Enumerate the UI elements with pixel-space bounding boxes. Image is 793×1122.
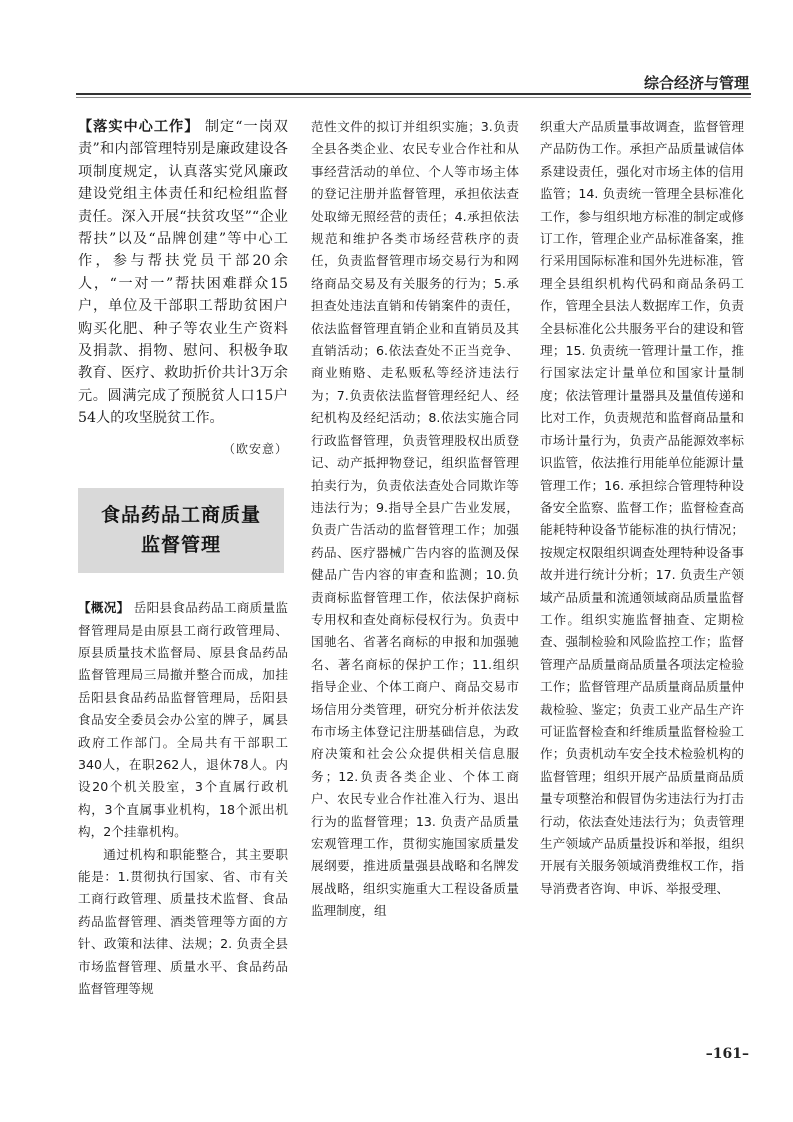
section-title-line-2: 监督管理 (140, 534, 221, 557)
page-number: –161– (705, 1046, 749, 1062)
paragraph-central-work (78, 116, 288, 430)
paragraph-overview (78, 597, 288, 843)
paragraph-text: 制定“一岗双责”和内部管理特别是廉政建设各项制度规定，认真落实党风廉政建设党组主体责任和纪检组监督责任。深入开展“扶贫攻坚”“企业帮扶”以及“品牌创建”等中心工作，参与帮扶党员干部20余人，“一对一”帮扶困难群众15户，单位及干部职工帮助贫困户购买化肥、种子等农业生产资料及捐款、捐物、慰问、积极争取教育、医疗、救助折价共计3万余元。圆满完成了预脱贫人口15户54人的攻坚脱贫工作。 (78, 119, 288, 427)
column-3 (540, 116, 744, 900)
paragraph-text: 岳阳县食品药品工商质量监督管理局是由原县工商行政管理局、原县质量技术监督局、原县食品药品监督管理局三局撤并整合而成，加挂岳阳县食品药品监督管理局，岳阳县食品安全委员会办公室的牌子，属县政府工作部门。全局共有干部职工340人，在职262人，退休78人。内设20个机关股室，3个直属行政机构，3个直属事业机构，18个派出机构，2个挂靠机构。 (78, 600, 289, 840)
section-title-line-1: 食品药品工商质量 (100, 504, 261, 527)
column-2 (311, 116, 519, 923)
paragraph-lead: 【概况】 (78, 600, 130, 616)
header-rule (76, 93, 751, 95)
running-header-title: 综合经济与管理 (643, 74, 749, 92)
section-heading-box (78, 488, 284, 573)
author-credit: （欧安意） (222, 441, 288, 456)
paragraph-functions-continued: 范性文件的拟订并组织实施；3.负责全县各类企业、农民专业合作社和从事经营活动的单位、个人等市场主体的登记注册并监督管理，承担依法查处取缔无照经营的责任；4.承担依法规范和维护各类市场经营秩序的责任，负责监督管理市场交易行为和网络商品交易及有关服务的行为；5.承担查处违法直销和传销案件的责任，依法监督管理直销企业和直销员及其直销活动；6.依法查处不正当竞争、商业贿赂、走私贩私等经济违法行为；7.负责依法监督管理经纪人、经纪机构及经纪活动；8.依法实施合同行政监督管理，负责管理股权出质登记、动产抵押物登记，组织监督管理拍卖行为，负责依法查处合同欺诈等违法行为；9.指导全县广告业发展，负责广告活动的监督管理工作；加强药品、医疗器械广告内容的监测及保健品广告内容的审查和监测；10.负责商标监督管理工作，依法保护商标专用权和查处商标侵权行为。负责中国驰名、省著名商标的申报和加强驰名、著名商标的保护工作；11.组织指导企业、个体工商户、商品交易市场信用分类管理，研究分析并依法发布市场主体登记注册基础信息，为政府决策和社会公众提供相关信息服务；12.负责各类企业、个体工商户、农民专业合作社准入行为、退出行为的监督管理；13. 负责产品质量宏观管理工作，贯彻实施国家质量发展纲要，推进质量强县战略和名牌发展战略，组织实施重大工程设备质量监理制度，组 (311, 119, 519, 919)
header-rule-thin (76, 97, 751, 98)
paragraph-functions: 通过机构和职能整合，其主要职能是：1.贯彻执行国家、省、市有关工商行政管理、质量技术监督、食品药品监督管理、酒类管理等方面的方针、政策和法律、法规；2. 负责全县市场监督管理、质量水平、食品药品监督管理等规 (78, 846, 288, 996)
paragraph-functions-continued-2: 织重大产品质量事故调查，监督管理产品防伪工作。承担产品质量诚信体系建设责任，强化对市场主体的信用监管；14. 负责统一管理全县标准化工作，参与组织地方标准的制定或修订工作，管理企业产品标准备案，推行采用国际标准和国外先进标准，管理全县组织机构代码和商品条码工作，管理全县法人数据库工作，负责全县标准化公共服务平台的建设和管理；15. 负责统一管理计量工作，推行国家法定计量单位和国家计量制度；依法管理计量器具及量值传递和比对工作，负责规范和监督商品量和市场计量行为，负责产品能源效率标识监管，依法推行用能单位能源计量管理工作；16. 承担综合管理特种设备安全监察、监督工作；监督检查高能耗特种设备节能标准的执行情况；按规定权限组织调查处理特种设备事故并进行统计分析；17. 负责生产领域产品质量和流通领域商品质量监督工作。组织实施监督抽查、定期检查、强制检验和风险监控工作；监督管理产品质量商品质量各项法定检验工作；监督管理产品质量商品质量仲裁检验、鉴定；负责工业产品生产许可证监督检查和纤维质量监督检验工作；负责机动车安全技术检验机构的监督管理；组织开展产品质量商品质量专项整治和假冒伪劣违法行为打击行动，依法查处违法行为；负责管理生产领域产品质量投诉和举报，组织开展有关服务领域消费维权工作，指导消费者咨询、申诉、举报受理、 (540, 119, 744, 896)
column-1 (78, 116, 288, 1000)
paragraph-lead: 【落实中心工作】 (78, 119, 200, 135)
